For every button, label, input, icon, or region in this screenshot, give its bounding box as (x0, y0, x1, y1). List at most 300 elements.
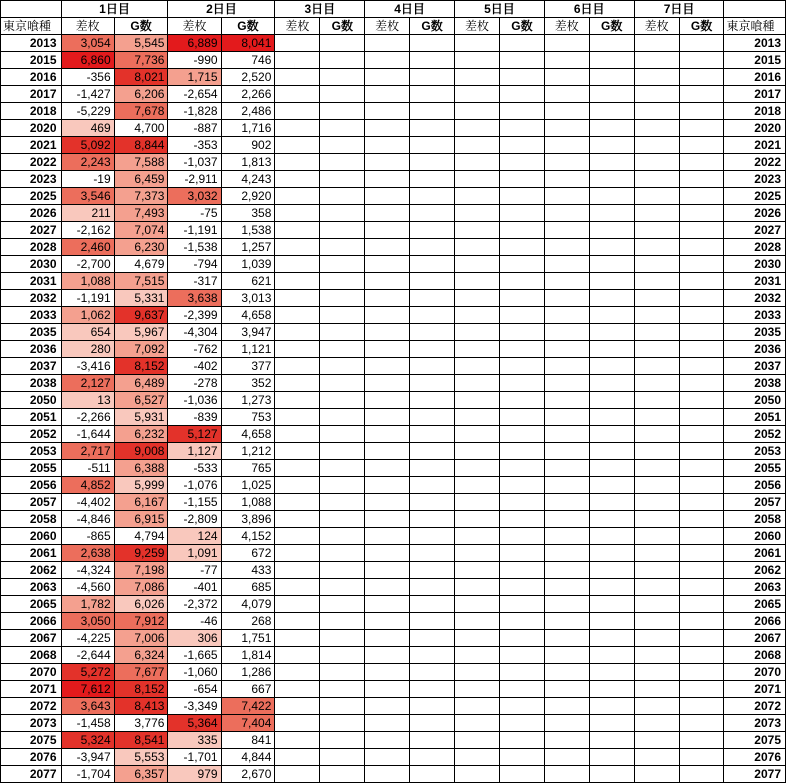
diff-cell (544, 52, 589, 69)
diff-cell (365, 52, 410, 69)
games-header: G数 (410, 18, 455, 35)
games-cell (320, 613, 365, 630)
games-cell: 621 (221, 273, 275, 290)
games-cell: 1,814 (221, 647, 275, 664)
table-row (1, 52, 786, 69)
games-cell (500, 137, 545, 154)
diff-cell (275, 120, 320, 137)
diff-cell (634, 273, 679, 290)
games-cell (410, 664, 455, 681)
diff-cell (634, 698, 679, 715)
games-cell: 358 (221, 205, 275, 222)
games-cell: 6,206 (114, 86, 168, 103)
diff-cell (455, 86, 500, 103)
games-cell (589, 222, 634, 239)
day-header: 6日目 (544, 1, 634, 18)
diff-cell (544, 749, 589, 766)
games-cell (410, 222, 455, 239)
machine-id-cell: 2033 (1, 307, 62, 324)
games-cell (410, 511, 455, 528)
diff-cell (634, 52, 679, 69)
machine-id-cell: 2023 (724, 171, 786, 188)
diff-cell: 3,546 (61, 188, 114, 205)
diff-cell (634, 460, 679, 477)
games-cell (679, 409, 724, 426)
games-cell (320, 52, 365, 69)
machine-id-cell: 2021 (1, 137, 62, 154)
diff-cell (365, 239, 410, 256)
diff-cell (544, 528, 589, 545)
games-cell (679, 494, 724, 511)
games-cell: 6,230 (114, 239, 168, 256)
machine-id-cell: 2036 (1, 341, 62, 358)
table-row (1, 392, 786, 409)
diff-cell (544, 171, 589, 188)
diff-cell (275, 545, 320, 562)
diff-cell: -1,538 (168, 239, 221, 256)
games-cell: 7,092 (114, 341, 168, 358)
games-cell (679, 154, 724, 171)
diff-cell (365, 205, 410, 222)
table-row (1, 545, 786, 562)
machine-id-cell: 2031 (724, 273, 786, 290)
diff-cell (634, 392, 679, 409)
games-cell (679, 630, 724, 647)
machine-id-cell: 2050 (724, 392, 786, 409)
diff-cell (365, 35, 410, 52)
diff-cell (275, 579, 320, 596)
machine-id-cell: 2062 (1, 562, 62, 579)
machine-id-cell: 2058 (724, 511, 786, 528)
games-cell: 6,489 (114, 375, 168, 392)
games-cell (679, 86, 724, 103)
diff-cell (275, 86, 320, 103)
diff-cell (455, 562, 500, 579)
diff-cell (544, 766, 589, 783)
games-cell (679, 324, 724, 341)
machine-id-cell: 2076 (1, 749, 62, 766)
games-cell: 3,013 (221, 290, 275, 307)
games-cell (589, 341, 634, 358)
games-cell (320, 409, 365, 426)
games-cell: 5,545 (114, 35, 168, 52)
machine-id-cell: 2065 (724, 596, 786, 613)
diff-cell (365, 273, 410, 290)
diff-cell (544, 630, 589, 647)
diff-cell (275, 375, 320, 392)
diff-cell: 2,460 (61, 239, 114, 256)
diff-cell (275, 494, 320, 511)
machine-label: 東京喰種 (724, 18, 786, 35)
diff-cell: 1,715 (168, 69, 221, 86)
diff-cell: -1,704 (61, 766, 114, 783)
day-header: 4日目 (365, 1, 455, 18)
diff-cell: 5,127 (168, 426, 221, 443)
diff-cell (544, 188, 589, 205)
games-cell (589, 766, 634, 783)
games-cell: 7,677 (114, 664, 168, 681)
diff-cell (544, 273, 589, 290)
games-cell (589, 426, 634, 443)
games-cell (410, 375, 455, 392)
diff-cell: -990 (168, 52, 221, 69)
diff-cell: -887 (168, 120, 221, 137)
games-cell (589, 239, 634, 256)
diff-cell (544, 290, 589, 307)
games-cell: 5,967 (114, 324, 168, 341)
diff-cell (275, 766, 320, 783)
games-cell (410, 171, 455, 188)
games-cell (679, 222, 724, 239)
diff-cell (365, 664, 410, 681)
games-cell: 352 (221, 375, 275, 392)
games-cell (589, 86, 634, 103)
diff-cell (455, 681, 500, 698)
machine-id-cell: 2071 (1, 681, 62, 698)
diff-header: 差枚 (365, 18, 410, 35)
games-cell (410, 494, 455, 511)
table-row (1, 698, 786, 715)
games-cell (500, 664, 545, 681)
games-cell: 1,039 (221, 256, 275, 273)
diff-cell (634, 596, 679, 613)
games-cell (500, 103, 545, 120)
machine-id-cell: 2037 (1, 358, 62, 375)
diff-cell (544, 715, 589, 732)
games-cell (589, 188, 634, 205)
games-cell (589, 290, 634, 307)
games-header: G数 (500, 18, 545, 35)
games-cell: 6,915 (114, 511, 168, 528)
games-cell (320, 545, 365, 562)
diff-cell (365, 477, 410, 494)
games-cell (500, 681, 545, 698)
games-cell (410, 732, 455, 749)
diff-cell (275, 324, 320, 341)
games-cell (679, 579, 724, 596)
games-cell (589, 664, 634, 681)
diff-cell: -1,828 (168, 103, 221, 120)
games-cell (589, 596, 634, 613)
games-cell (679, 545, 724, 562)
games-cell (500, 511, 545, 528)
diff-cell (365, 137, 410, 154)
diff-cell: 306 (168, 630, 221, 647)
diff-cell (455, 52, 500, 69)
diff-cell (544, 732, 589, 749)
machine-id-cell: 2031 (1, 273, 62, 290)
diff-cell (634, 375, 679, 392)
diff-cell: -4,324 (61, 562, 114, 579)
games-cell (679, 239, 724, 256)
diff-cell (365, 613, 410, 630)
machine-id-cell: 2067 (1, 630, 62, 647)
diff-cell (455, 35, 500, 52)
games-cell (320, 290, 365, 307)
diff-cell (365, 69, 410, 86)
diff-cell (544, 698, 589, 715)
games-cell (320, 358, 365, 375)
machine-id-cell: 2038 (1, 375, 62, 392)
diff-cell (544, 409, 589, 426)
games-cell: 6,357 (114, 766, 168, 783)
games-cell: 7,074 (114, 222, 168, 239)
games-cell (410, 103, 455, 120)
machine-id-cell: 2028 (1, 239, 62, 256)
diff-cell (455, 392, 500, 409)
games-cell (410, 273, 455, 290)
diff-cell (544, 205, 589, 222)
diff-cell (455, 426, 500, 443)
diff-cell (275, 35, 320, 52)
diff-cell (634, 732, 679, 749)
games-cell (410, 749, 455, 766)
table-row (1, 426, 786, 443)
diff-cell: -2,644 (61, 647, 114, 664)
machine-id-cell: 2067 (724, 630, 786, 647)
diff-cell (365, 749, 410, 766)
games-cell (500, 188, 545, 205)
diff-cell (544, 256, 589, 273)
diff-cell (634, 290, 679, 307)
games-header: G数 (320, 18, 365, 35)
diff-cell: -762 (168, 341, 221, 358)
diff-cell (275, 52, 320, 69)
diff-cell: 3,050 (61, 613, 114, 630)
games-cell (679, 69, 724, 86)
machine-id-cell: 2075 (1, 732, 62, 749)
games-cell (410, 596, 455, 613)
diff-cell (634, 307, 679, 324)
machine-id-cell: 2055 (1, 460, 62, 477)
games-cell (320, 664, 365, 681)
diff-cell (634, 409, 679, 426)
games-cell (589, 35, 634, 52)
diff-cell: 280 (61, 341, 114, 358)
games-cell (320, 137, 365, 154)
diff-cell (275, 732, 320, 749)
games-cell (500, 732, 545, 749)
diff-cell (275, 443, 320, 460)
diff-header: 差枚 (168, 18, 221, 35)
machine-id-cell: 2052 (1, 426, 62, 443)
diff-cell (634, 35, 679, 52)
games-cell: 8,413 (114, 698, 168, 715)
machine-id-cell: 2028 (724, 239, 786, 256)
diff-cell (365, 562, 410, 579)
games-cell (320, 103, 365, 120)
diff-cell: 5,272 (61, 664, 114, 681)
diff-cell (365, 426, 410, 443)
diff-cell (634, 358, 679, 375)
games-cell (589, 358, 634, 375)
games-cell (410, 630, 455, 647)
games-cell (589, 545, 634, 562)
machine-id-cell: 2060 (1, 528, 62, 545)
games-cell (679, 171, 724, 188)
diff-header: 差枚 (455, 18, 500, 35)
diff-cell (275, 409, 320, 426)
machine-id-cell: 2075 (724, 732, 786, 749)
games-cell (410, 290, 455, 307)
games-cell (589, 324, 634, 341)
games-cell: 6,459 (114, 171, 168, 188)
games-cell (410, 205, 455, 222)
day-header: 3日目 (275, 1, 365, 18)
diff-cell (634, 681, 679, 698)
table-body (1, 35, 786, 783)
games-cell (500, 35, 545, 52)
diff-cell: -865 (61, 528, 114, 545)
games-header: G数 (679, 18, 724, 35)
games-cell (410, 681, 455, 698)
diff-cell (634, 154, 679, 171)
diff-cell: -4,225 (61, 630, 114, 647)
diff-cell (634, 664, 679, 681)
machine-id-cell: 2018 (724, 103, 786, 120)
games-cell (320, 596, 365, 613)
table-row (1, 103, 786, 120)
machine-id-cell: 2056 (724, 477, 786, 494)
games-cell (679, 137, 724, 154)
games-cell (679, 290, 724, 307)
diff-cell (365, 460, 410, 477)
games-cell (679, 664, 724, 681)
diff-cell: -356 (61, 69, 114, 86)
diff-cell (634, 528, 679, 545)
diff-cell (634, 647, 679, 664)
games-cell: 6,324 (114, 647, 168, 664)
diff-cell (365, 392, 410, 409)
diff-cell: -2,654 (168, 86, 221, 103)
games-cell: 685 (221, 579, 275, 596)
games-cell (679, 443, 724, 460)
games-cell (500, 52, 545, 69)
diff-cell: 3,638 (168, 290, 221, 307)
machine-id-cell: 2057 (724, 494, 786, 511)
diff-cell (455, 715, 500, 732)
table-row (1, 188, 786, 205)
games-cell: 5,999 (114, 477, 168, 494)
diff-cell: 5,324 (61, 732, 114, 749)
games-cell (320, 188, 365, 205)
machine-id-cell: 2061 (724, 545, 786, 562)
games-cell: 841 (221, 732, 275, 749)
games-cell (500, 171, 545, 188)
table-row (1, 341, 786, 358)
diff-cell: -2,266 (61, 409, 114, 426)
games-cell (500, 307, 545, 324)
diff-cell (365, 528, 410, 545)
diff-cell (455, 766, 500, 783)
games-cell (589, 494, 634, 511)
diff-cell: -1,060 (168, 664, 221, 681)
games-cell: 7,736 (114, 52, 168, 69)
diff-cell (455, 732, 500, 749)
diff-cell: -4,402 (61, 494, 114, 511)
games-cell: 9,259 (114, 545, 168, 562)
diff-cell (634, 137, 679, 154)
diff-cell: -1,036 (168, 392, 221, 409)
games-cell (679, 358, 724, 375)
games-cell: 8,152 (114, 358, 168, 375)
diff-cell (634, 766, 679, 783)
games-cell (679, 35, 724, 52)
games-cell: 7,678 (114, 103, 168, 120)
machine-id-cell: 2063 (724, 579, 786, 596)
games-cell (500, 69, 545, 86)
games-cell (500, 222, 545, 239)
diff-cell (455, 103, 500, 120)
diff-cell (365, 103, 410, 120)
diff-header: 差枚 (634, 18, 679, 35)
games-cell: 6,527 (114, 392, 168, 409)
games-cell (679, 103, 724, 120)
games-cell (500, 562, 545, 579)
diff-cell (634, 715, 679, 732)
machine-id-cell: 2030 (1, 256, 62, 273)
diff-cell (544, 477, 589, 494)
diff-cell (455, 239, 500, 256)
games-cell (320, 205, 365, 222)
machine-id-cell: 2060 (724, 528, 786, 545)
diff-cell (455, 613, 500, 630)
diff-cell (365, 307, 410, 324)
machine-id-cell: 2051 (1, 409, 62, 426)
diff-cell (455, 120, 500, 137)
games-cell: 1,273 (221, 392, 275, 409)
diff-cell: -402 (168, 358, 221, 375)
games-cell (589, 647, 634, 664)
machine-id-cell: 2037 (724, 358, 786, 375)
machine-id-cell: 2068 (1, 647, 62, 664)
games-cell (410, 52, 455, 69)
games-cell (679, 205, 724, 222)
games-cell: 6,026 (114, 596, 168, 613)
diff-cell (634, 256, 679, 273)
machine-id-cell: 2032 (724, 290, 786, 307)
diff-cell (275, 69, 320, 86)
diff-cell (544, 324, 589, 341)
games-cell (410, 443, 455, 460)
table-row (1, 222, 786, 239)
diff-cell (455, 579, 500, 596)
diff-cell (544, 596, 589, 613)
games-cell (410, 188, 455, 205)
games-cell (410, 562, 455, 579)
machine-id-cell: 2020 (724, 120, 786, 137)
diff-cell (275, 664, 320, 681)
diff-cell (365, 358, 410, 375)
games-cell: 4,658 (221, 426, 275, 443)
diff-cell (634, 205, 679, 222)
games-cell (589, 562, 634, 579)
diff-cell (455, 341, 500, 358)
diff-cell (544, 664, 589, 681)
diff-cell: -46 (168, 613, 221, 630)
games-cell (500, 409, 545, 426)
games-cell (589, 375, 634, 392)
table-row (1, 749, 786, 766)
games-cell: 8,152 (114, 681, 168, 698)
games-cell (679, 392, 724, 409)
diff-cell (544, 392, 589, 409)
diff-cell (275, 681, 320, 698)
table-row (1, 273, 786, 290)
games-cell: 7,422 (221, 698, 275, 715)
games-cell (410, 137, 455, 154)
machine-id-cell: 2022 (1, 154, 62, 171)
